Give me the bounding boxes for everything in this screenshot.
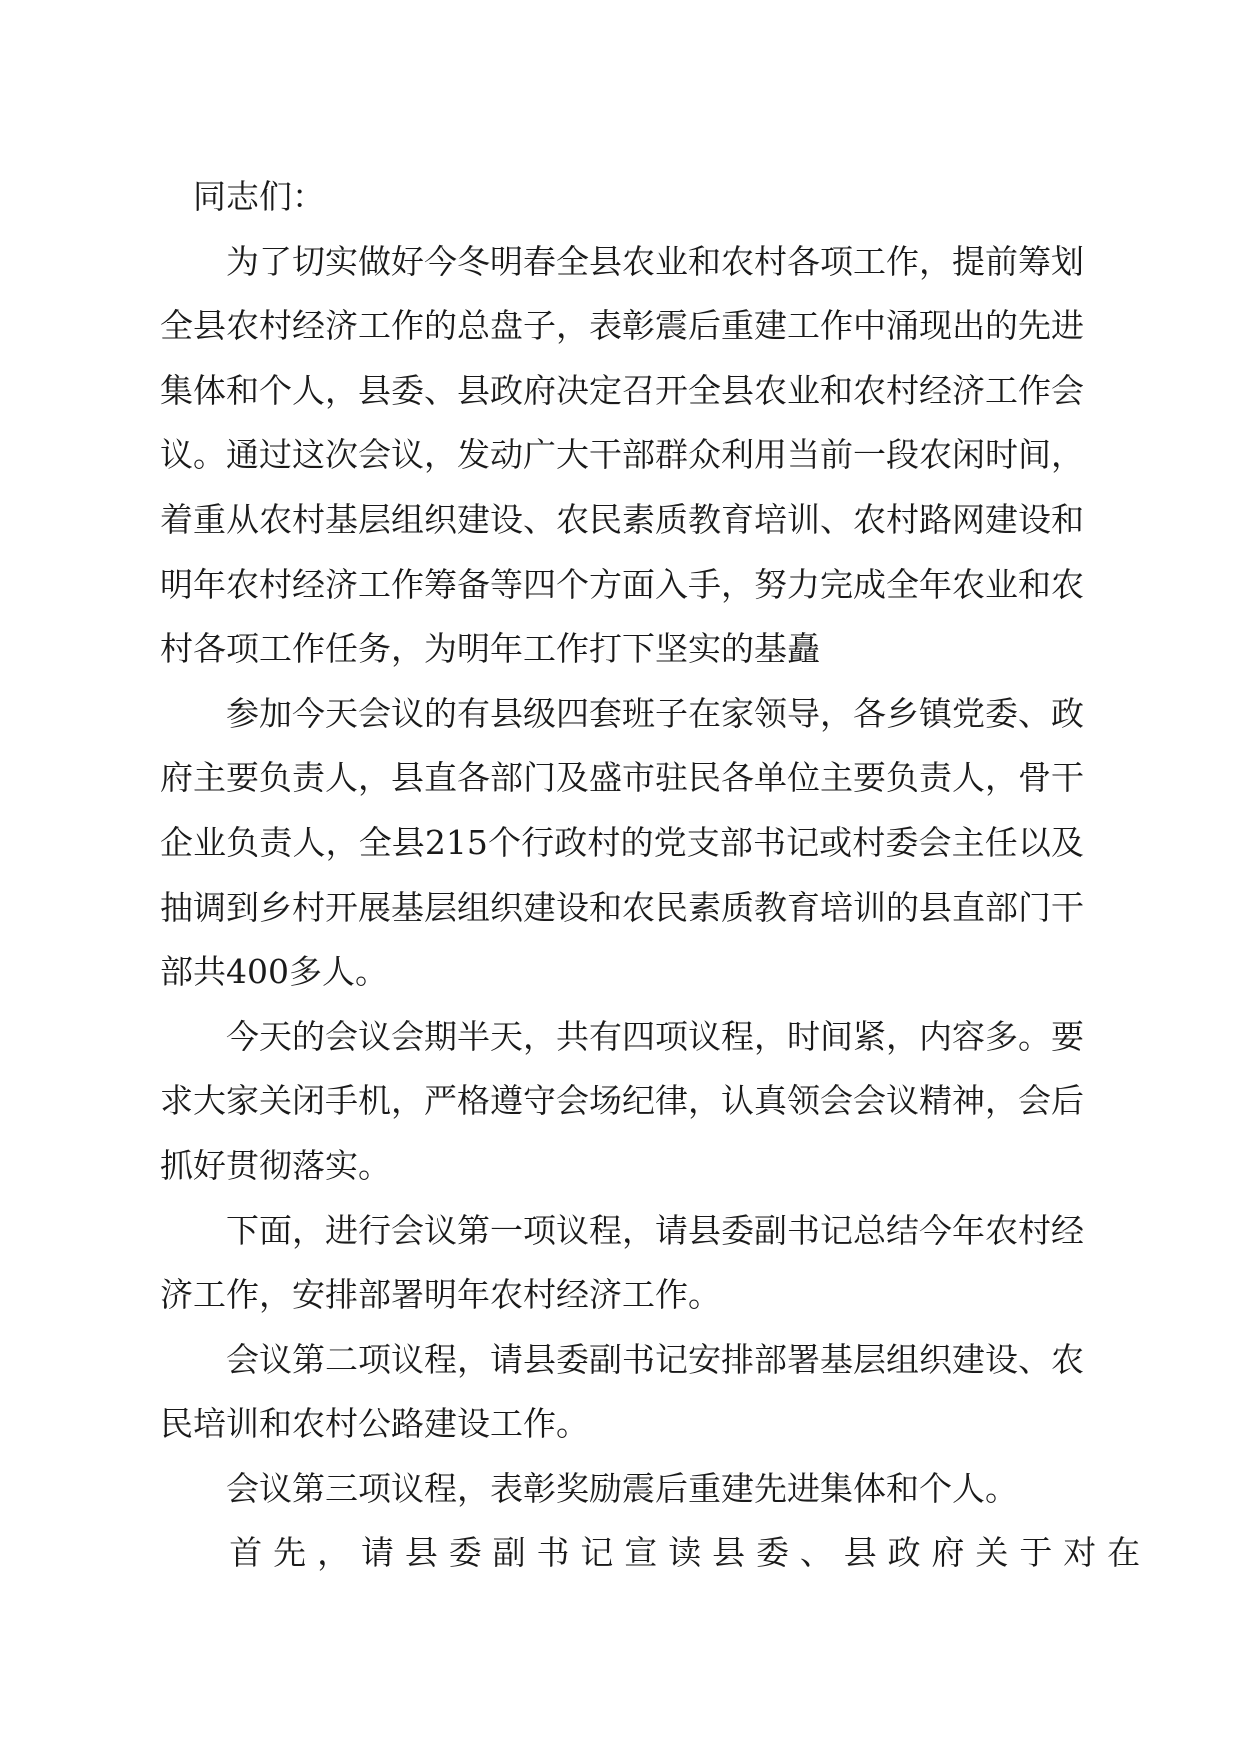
paragraph-agenda-item-2: 会议第二项议程，请县委副书记安排部署基层组织建设、农民培训和农村公路建设工作。 [160,1339,1084,1444]
paragraph-agenda-item-3-first: 首先，请县委副书记宣读县委、县政府关于对在 [229,1533,1151,1573]
paragraph-agenda-item-1: 下面，进行会议第一项议程，请县委副书记总结今年农村经济工作，安排部署明年农村经济工作。 [160,1210,1084,1315]
document-body [160,165,1151,1586]
paragraph-attendees: 参加今天会议的有县级四套班子在家领导，各乡镇党委、政府主要负责人，县直各部门及盛市驻民各单位主要负责人，骨干企业负责人，全县215个行政村的党支部书记或村委会主任以及抽调到乡村开展基层组织建设和农民素质教育培训的县直部门干部共400多人。 [160,693,1084,992]
salutation: 同志们： [193,177,325,216]
paragraph-meeting-rules: 今天的会议会期半天，共有四项议程，时间紧，内容多。要求大家关闭手机，严格遵守会场纪律，认真领会会议精神，会后抓好贯彻落实。 [160,1016,1084,1185]
paragraph-meeting-purpose: 为了切实做好今冬明春全县农业和农村各项工作，提前筹划全县农村经济工作的总盘子，表彰震后重建工作中涌现出的先进集体和个人，县委、县政府决定召开全县农业和农村经济工作会议。通过这次会议，发动广大干部群众利用当前一段农闲时间，着重从农村基层组织建设、农民素质教育培训、农村路网建设和明年农村经济工作筹备等四个方面入手，努力完成全年农业和农村各项工作任务，为明年工作打下坚实的基矗 [160,241,1084,669]
paragraph-agenda-item-3: 会议第三项议程，表彰奖励震后重建先进集体和个人。 [226,1468,1018,1508]
